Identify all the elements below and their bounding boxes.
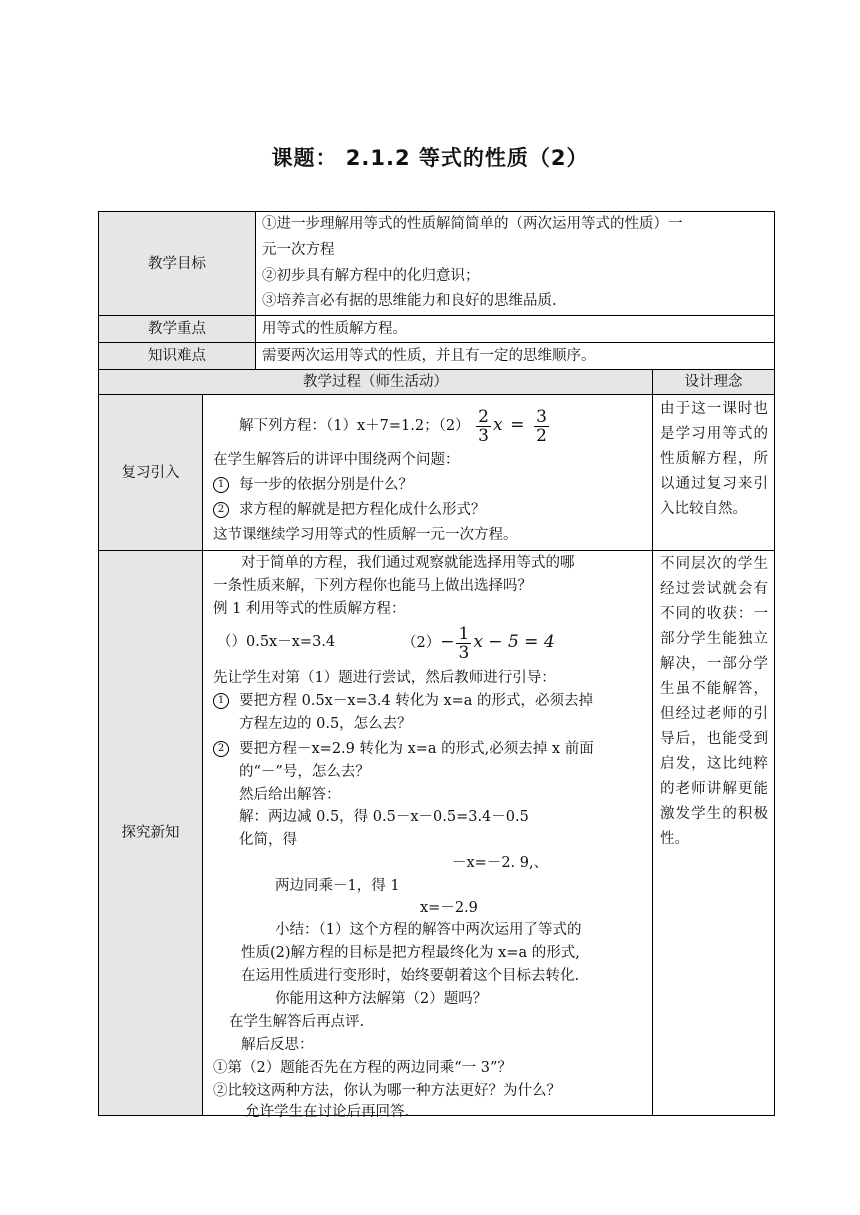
difficult-text: 需要两次运用等式的性质，并且有一定的思维顺序。 [262,348,596,364]
label-difficult: 知识难点 [99,343,255,369]
explore-eq2: （2）− $\frac{1}{3}$ x − 5 = 4 [402,623,555,663]
explore-s1: 然后给出解答： [239,787,341,803]
review-line-2: 在学生解答后的讲评中围绕两个问题： [213,452,460,468]
key-text: 用等式的性质解方程。 [262,321,407,337]
review-q1: 1 每一步的依据分别是什么？ [213,474,413,496]
goal-line-3: ②初步具有解方程中的化归意识； [262,268,480,284]
fraction-3-2: $\frac{3}{2}$ [536,406,547,446]
explore-s6: x=－2.9 [420,900,478,916]
explore-eq1: （）0.5x－x=3.4 [217,634,336,650]
explore-guide: 先让学生对第（1）题进行尝试，然后教师进行引导： [213,670,556,686]
explore-r2: ②比较这两种方法，你认为哪一种方法更好？为什么？ [213,1083,561,1099]
page-title: 课题： 2.1.2 等式的性质（2） [271,146,589,170]
explore-s4: －x=－2. 9,、 [452,855,549,871]
explore-p1a: 对于简单的方程，我们通过观察就能选择用等式的哪 [241,555,575,571]
label-review: 复习引入 [99,395,202,550]
explore-sum1: 小结：（1）这个方程的解答中两次运用了等式的 [275,922,582,938]
explore-p1b: 一条性质来解，下列方程你也能马上做出选择吗？ [213,578,532,594]
goal-line-1: ①进一步理解用等式的性质解简简单的（两次运用等式的性质）一 [262,216,683,232]
lesson-table [98,211,775,1120]
explore-g2b: 的“－”号，怎么去？ [239,764,370,780]
label-goal: 教学目标 [99,212,255,315]
explore-c1: 在学生解答后再点评. [229,1014,365,1030]
explore-g2a: 2 要把方程－x=2.9 转化为 x=a 的形式,必须去掉 x 前面 [213,738,594,760]
explore-sum3: 在运用性质进行变形时，始终要朝着这个目标去转化. [241,968,580,984]
label-explore: 探究新知 [99,551,202,1115]
label-key: 教学重点 [99,316,255,342]
explore-design-note: 不同层次的学生经过尝试就会有不同的收获：一部分学生能独立解决，一部分学生虽不能解答，但经过老师的引导后，也能受到启发，这比纯粹的老师讲解更能激发学生的积极性。 [660,556,768,847]
review-equations: 解下列方程：（1）x＋7=1.2；（2） $\frac{2}{3}$ x = $\frac{3}{2}$ [239,406,547,446]
review-eq-prefix: 解下列方程：（1）x＋7=1.2；（2） [239,418,470,434]
explore-sum2: 性质(2)解方程的目标是把方程最终化为 x=a 的形式, [241,945,580,961]
explore-ex1: 例 1 利用等式的性质解方程： [213,601,406,617]
review-line-5: 这节课继续学习用等式的性质解一元一次方程。 [213,527,518,543]
header-process: 教学过程（师生活动） [99,370,652,394]
header-design: 设计理念 [653,370,774,394]
review-q2: 2 求方程的解就是把方程化成什么形式？ [213,499,486,521]
explore-s2: 解：两边减 0.5，得 0.5－x－0.5=3.4－0.5 [239,809,529,825]
fraction-1-3: $\frac{1}{3}$ [458,623,470,663]
explore-g1b: 方程左边的 0.5，怎么去？ [239,716,412,732]
fraction-2-3: $\frac{2}{3}$ [478,406,489,446]
explore-g1a: 1 要把方程 0.5x－x=3.4 转化为 x=a 的形式，必须去掉 [213,690,593,712]
explore-r3: 允许学生在讨论后再回答. [245,1104,410,1120]
explore-ask: 你能用这种方法解第（2）题吗？ [275,991,488,1007]
goal-line-4: ③培养言必有据的思维能力和良好的思维品质. [262,293,557,309]
review-design-note: 由于这一课时也是学习用等式的性质解方程，所以通过复习来引入比较自然。 [660,401,768,517]
explore-r1: ①第（2）题能否先在方程的两边同乘“一 3”？ [213,1060,512,1076]
goal-line-2: 元一次方程 [262,242,335,258]
explore-c2: 解后反思： [241,1037,314,1053]
explore-s3: 化简，得 [239,832,297,848]
explore-s5: 两边同乘－1，得 1 [275,878,400,894]
